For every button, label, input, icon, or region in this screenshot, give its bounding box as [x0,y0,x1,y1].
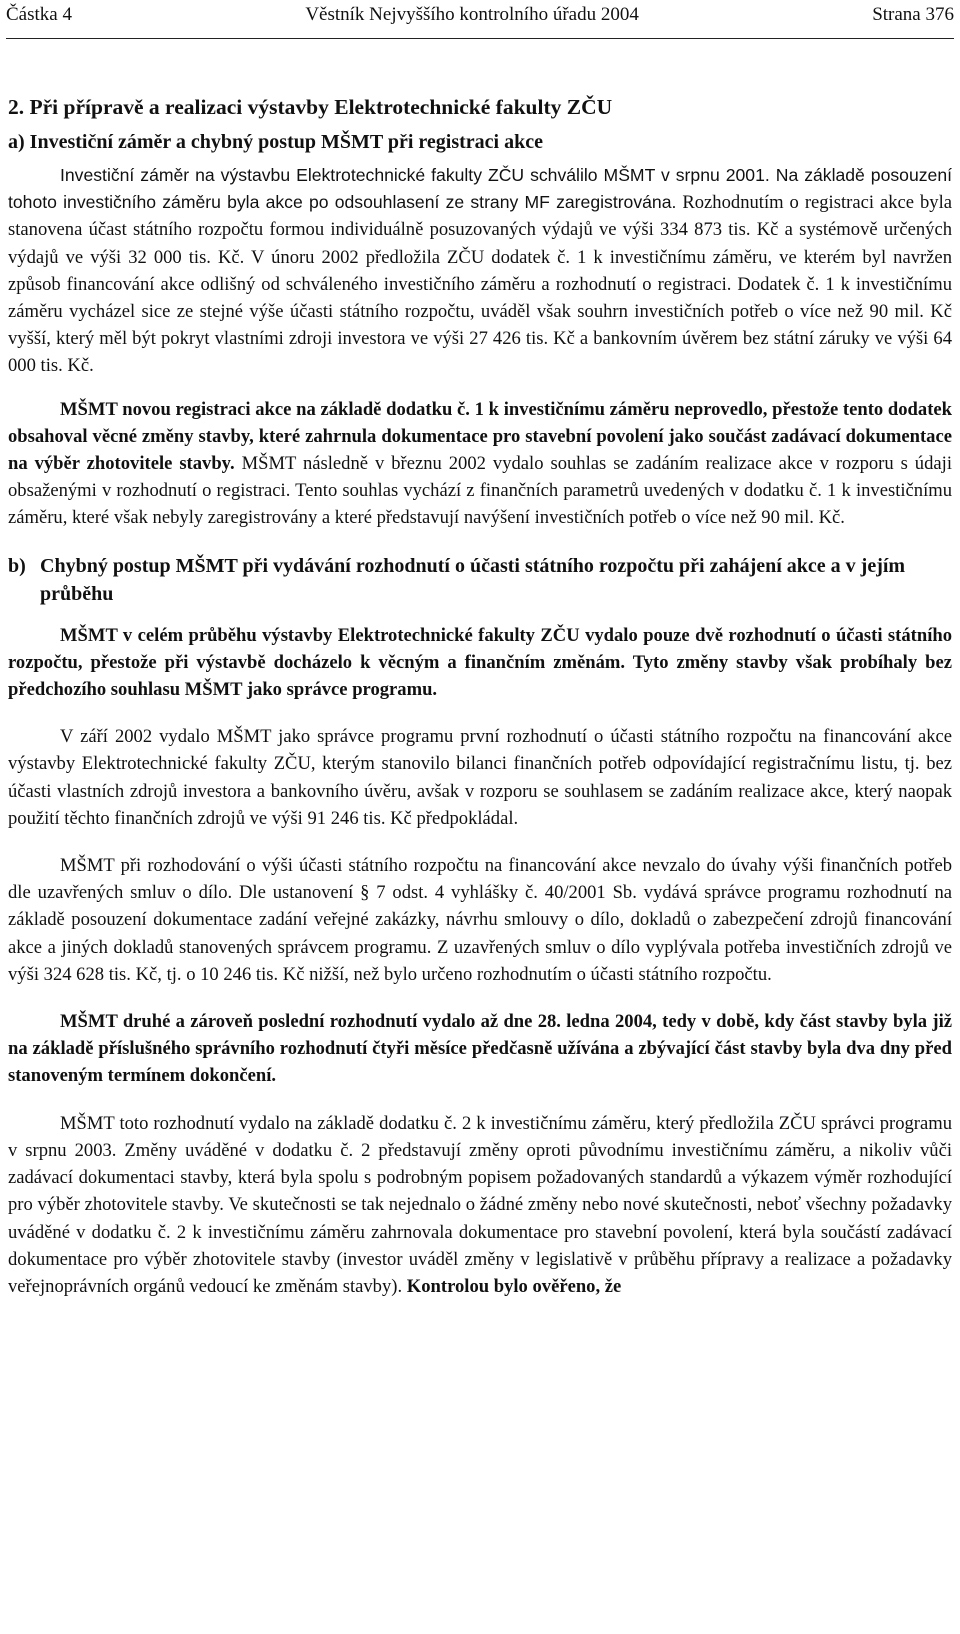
header-publication-title: Věstník Nejvyššího kontrolního úřadu 2004 [305,4,639,25]
paragraph-registration-rest: MŠMT následně v březnu 2002 vydalo souhlas se zadáním realizace akce v rozporu s údaji obsaženými v rozhodnutí o registraci. Tento souhlas vychází z finančních parametrů uvedených v dodatku č. 1 k investičnímu záměru, které však nebyly zaregistrovány a které představují navýšení investičních potřeb o více než 90 mil. Kč. [8,453,952,529]
subsection-a-title: a) Investiční záměr a chybný postup MŠMT při registraci akce [8,131,543,153]
paragraph-decisions-summary-bold: MŠMT v celém průběhu výstavby Elektrotechnické fakulty ZČU vydalo pouze dvě rozhodnutí o účasti státního rozpočtu, přestože při výstavbě docházelo k věcným a finančním změnám. Tyto změny stavby však probíhaly bez předchozího souhlasu MŠMT jako správce programu. [8,624,952,701]
paragraph-decisions-summary [8,622,952,704]
header-issue: Částka 4 [6,4,72,25]
subsection-b-label: b) [8,554,26,577]
paragraph-first-decision: V září 2002 vydalo MŠMT jako správce programu první rozhodnutí o účasti státního rozpočtu na financování akce výstavby Elektrotechnické fakulty ZČU, kterým stanovilo bilanci finančních potřeb odpovídající registračnímu listu, tj. bez účasti vlastních zdrojů investora a bankovního úvěru, avšak v rozporu se souhlasem se zadáním realizace akce, který naopak použití těchto finančních zdrojů ve výši 91 246 tis. Kč předpokládal. [8,726,952,829]
paragraph-registration-bold: MŠMT novou registraci akce na základě dodatku č. 1 k investičnímu záměru neprovedlo, přestože tento dodatek obsahoval věcné změny stavby, které zahrnula dokumentace pro stavební povolení jako součást zadávací dokumentace na výběr zhotovitele stavby. [8,398,952,475]
paragraph-investment-plan-rest: Rozhodnutím o registraci akce byla stanovena účast státního rozpočtu formou individuálně posuzovaných výdajů ve výši 334 873 tis. Kč a systémově určených výdajů ve výši 32 000 tis. Kč. V únoru 2002 předložila ZČU dodatek č. 1 k investičnímu záměru, ve kterém byl navržen způsob financování akce odlišný od schváleného investičního záměru a rozhodnutí o registraci. Dodatek č. 1 k investičnímu záměru vycházel sice ze stejné výše účasti státního rozpočtu, uváděl však souhrn investičních potřeb o více než 90 mil. Kč vyšší, který měl být pokryt vlastními zdroji investora ve výši 27 426 tis. Kč a bankovním úvěrem bez státní záruky ve výši 64 000 tis. Kč. [8,192,952,377]
subsection-b-text: Chybný postup MŠMT při vydávání rozhodnutí o účasti státního rozpočtu při zahájení akce a v jejím průběhu [40,554,906,605]
paragraph-contracts: MŠMT při rozhodování o výši účasti státního rozpočtu na financování akce nevzalo do úvahy výši finančních potřeb dle uzavřených smluv o dílo. Dle ustanovení § 7 odst. 4 vyhlášky č. 40/2001 Sb. vydává správce programu rozhodnutí na základě posouzení dokumentace zadání veřejné zakázky, návrhu smlouvy o dílo, dokladů o zabezpečení zdrojů financování akce a jiných dokladů stanovených správcem programu. Z uzavřených smluv o dílo vyplývala potřeba investičních zdrojů ve výši 324 628 tis. Kč, tj. o 10 246 tis. Kč nižší, než bylo určeno rozhodnutím o účasti státního rozpočtu. [8,855,952,985]
paragraph-amendment-2-bold: Kontrolou bylo ověřeno, že [402,1275,622,1297]
document-body [8,92,952,1300]
page-header [6,4,954,39]
paragraph-amendment-2 [8,1110,952,1300]
paragraph-second-decision [8,1008,952,1090]
paragraph-registration [8,396,952,532]
subsection-b-title [8,552,952,608]
paragraph-investment-plan [8,162,952,380]
paragraph-second-decision-bold: MŠMT druhé a zároveň poslední rozhodnutí vydalo až dne 28. ledna 2004, tedy v době, kdy část stavby byla již na základě příslušného správního rozhodnutí čtyři měsíce předčasně užívána a zbývající část stavby byla dva dny před stanoveným termínem dokončení. [8,1011,952,1087]
section-title: 2. Při přípravě a realizaci výstavby Elektrotechnické fakulty ZČU [8,95,613,119]
header-page-number: Strana 376 [872,4,954,25]
paragraph-investment-plan-sans: Investiční záměr na výstavbu Elektrotechnické fakulty ZČU schválilo MŠMT v srpnu 2001. Na základě posouzení tohoto investičního záměru byla akce po odsouhlasení ze strany MF zaregistrována. [8,165,952,213]
paragraph-amendment-2-text: MŠMT toto rozhodnutí vydalo na základě dodatku č. 2 k investičnímu záměru, který předložila ZČU správci programu v srpnu 2003. Změny uváděné v dodatku č. 2 představují změny oproti původnímu investičnímu záměru, a nikoliv vůči zadávací dokumentaci stavby, která byla spolu s podrobným popisem požadovaných standardů a výkazem výměr rozhodující pro výběr zhotovitele stavby. Ve skutečnosti se tak nejednalo o žádné změny nebo nové skutečnosti, neboť všechny požadavky uváděné v dodatku č. 2 k investičnímu záměru zahrnovala dokumentace pro stavební povolení, která byla součástí zadávací dokumentace pro výběr zhotovitele stavby (investor uváděl změny v legislativě v průběhu přípravy a realizace a požadavky veřejnoprávních orgánů vedoucí ke změnám stavby). [8,1112,952,1297]
